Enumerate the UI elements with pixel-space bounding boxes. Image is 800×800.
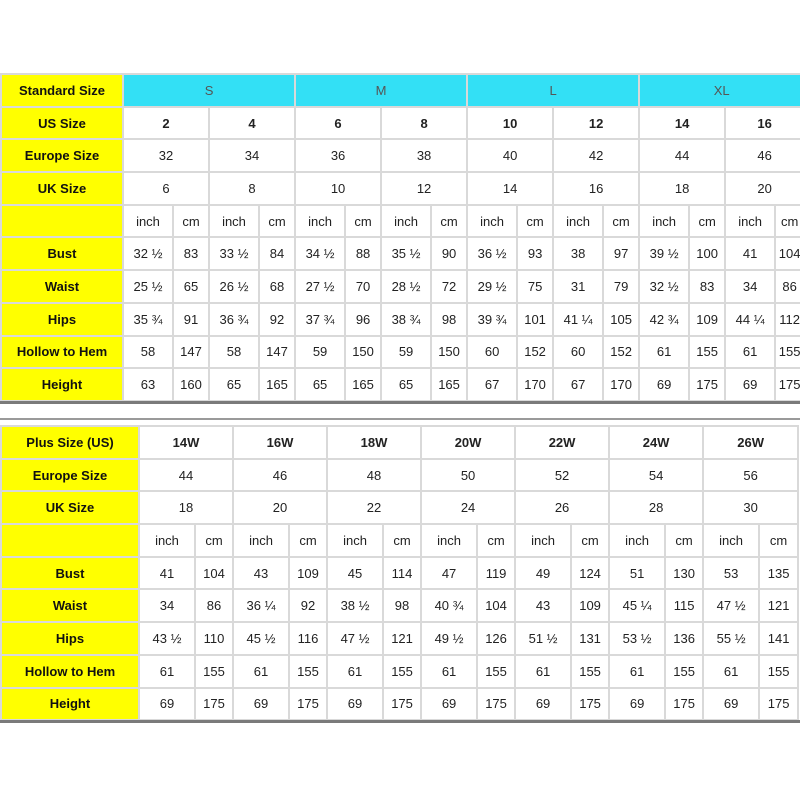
measurement-cell: 101 (517, 303, 553, 336)
measurement-cell: 155 (195, 655, 233, 688)
europe-size-cell: 54 (609, 459, 703, 492)
measurement-cell: 69 (139, 688, 195, 721)
measurement-row (1, 622, 798, 655)
measurement-cell: 155 (477, 655, 515, 688)
measurement-cell: 43 (233, 557, 289, 590)
measurement-cell: 175 (289, 688, 327, 721)
unit-cm: cm (477, 524, 515, 557)
plus-size-cell: 14W (139, 426, 233, 459)
unit-inch: inch (553, 205, 603, 238)
measurement-cell: 109 (571, 589, 609, 622)
measurement-row (1, 688, 798, 721)
measurement-cell: 25 ½ (123, 270, 173, 303)
measurement-cell: 175 (775, 368, 800, 401)
measurement-cell: 65 (295, 368, 345, 401)
unit-row (1, 524, 798, 557)
unit-inch: inch (295, 205, 345, 238)
measurement-cell: 61 (515, 655, 571, 688)
unit-cm: cm (289, 524, 327, 557)
unit-inch: inch (123, 205, 173, 238)
divider (0, 401, 800, 404)
measurement-cell: 53 ½ (609, 622, 665, 655)
unit-inch: inch (609, 524, 665, 557)
measurement-cell: 130 (665, 557, 703, 590)
europe-size-cell: 34 (209, 139, 295, 172)
measurement-row (1, 303, 800, 336)
measurement-cell: 135 (759, 557, 798, 590)
measurement-cell: 41 ¼ (553, 303, 603, 336)
measurement-cell: 59 (295, 336, 345, 369)
measurement-cell: 61 (725, 336, 775, 369)
measurement-cell: 104 (775, 237, 800, 270)
unit-inch: inch (725, 205, 775, 238)
measurement-cell: 155 (775, 336, 800, 369)
measurement-cell: 29 ½ (467, 270, 517, 303)
measurement-cell: 175 (383, 688, 421, 721)
europe-size-row (1, 139, 800, 172)
measurement-cell: 110 (195, 622, 233, 655)
measurement-cell: 175 (571, 688, 609, 721)
measurement-cell: 147 (173, 336, 209, 369)
us-size-cell: 14 (639, 107, 725, 140)
europe-size-cell: 50 (421, 459, 515, 492)
size-group-header: XL (639, 74, 800, 107)
measurement-row (1, 557, 798, 590)
measurement-cell: 32 ½ (123, 237, 173, 270)
us-size-row (1, 107, 800, 140)
measurement-cell: 96 (345, 303, 381, 336)
measurement-cell: 119 (477, 557, 515, 590)
measurement-cell: 63 (123, 368, 173, 401)
plus-size-cell: 16W (233, 426, 327, 459)
measurement-cell: 26 ½ (209, 270, 259, 303)
uk-size-cell: 22 (327, 491, 421, 524)
measurement-cell: 69 (515, 688, 571, 721)
measurement-cell: 69 (421, 688, 477, 721)
europe-size-cell: 56 (703, 459, 798, 492)
measurement-cell: 83 (173, 237, 209, 270)
uk-size-cell: 18 (139, 491, 233, 524)
measurement-cell: 69 (609, 688, 665, 721)
plus-size-cell: 20W (421, 426, 515, 459)
measurement-cell: 51 (609, 557, 665, 590)
uk-size-cell: 26 (515, 491, 609, 524)
measurement-cell: 53 (703, 557, 759, 590)
uk-size-cell: 12 (381, 172, 467, 205)
measurement-cell: 124 (571, 557, 609, 590)
measurement-cell: 61 (233, 655, 289, 688)
measurement-cell: 152 (603, 336, 639, 369)
measurement-cell: 34 ½ (295, 237, 345, 270)
measurement-cell: 155 (689, 336, 725, 369)
unit-cm: cm (775, 205, 800, 238)
measurement-cell: 126 (477, 622, 515, 655)
unit-cm: cm (759, 524, 798, 557)
plus-size-cell: 24W (609, 426, 703, 459)
measurement-cell: 38 (553, 237, 603, 270)
measurement-cell: 97 (603, 237, 639, 270)
measurement-cell: 60 (553, 336, 603, 369)
measurement-cell: 47 ½ (327, 622, 383, 655)
measurement-cell: 47 ½ (703, 589, 759, 622)
measurement-cell: 69 (233, 688, 289, 721)
measurement-cell: 67 (553, 368, 603, 401)
measurement-cell: 175 (759, 688, 798, 721)
row-label: Bust (1, 557, 139, 590)
measurement-cell: 60 (467, 336, 517, 369)
unit-cm: cm (173, 205, 209, 238)
measurement-cell: 175 (195, 688, 233, 721)
measurement-cell: 65 (209, 368, 259, 401)
measurement-cell: 32 ½ (639, 270, 689, 303)
measurement-cell: 155 (759, 655, 798, 688)
measurement-cell: 100 (689, 237, 725, 270)
measurement-cell: 90 (431, 237, 467, 270)
uk-size-cell: 18 (639, 172, 725, 205)
measurement-cell: 116 (289, 622, 327, 655)
measurement-cell: 41 (139, 557, 195, 590)
europe-size-cell: 42 (553, 139, 639, 172)
europe-size-cell: 32 (123, 139, 209, 172)
measurement-row (1, 237, 800, 270)
measurement-cell: 165 (431, 368, 467, 401)
us-size-cell: 16 (725, 107, 800, 140)
measurement-cell: 175 (689, 368, 725, 401)
plus-size-cell: 26W (703, 426, 798, 459)
measurement-cell: 47 (421, 557, 477, 590)
measurement-row (1, 270, 800, 303)
measurement-cell: 65 (173, 270, 209, 303)
measurement-cell: 155 (289, 655, 327, 688)
unit-inch: inch (467, 205, 517, 238)
row-label: Europe Size (1, 139, 123, 172)
row-label: Waist (1, 589, 139, 622)
measurement-row (1, 655, 798, 688)
divider (0, 720, 800, 723)
unit-inch: inch (515, 524, 571, 557)
measurement-cell: 79 (603, 270, 639, 303)
unit-inch: inch (703, 524, 759, 557)
unit-cm: cm (689, 205, 725, 238)
measurement-cell: 45 ¼ (609, 589, 665, 622)
row-label: Europe Size (1, 459, 139, 492)
measurement-cell: 65 (381, 368, 431, 401)
measurement-cell: 36 ¼ (233, 589, 289, 622)
europe-size-cell: 38 (381, 139, 467, 172)
uk-size-cell: 28 (609, 491, 703, 524)
unit-cm: cm (383, 524, 421, 557)
unit-cm: cm (571, 524, 609, 557)
measurement-cell: 86 (775, 270, 800, 303)
measurement-cell: 49 ½ (421, 622, 477, 655)
plus-size-table (0, 425, 799, 721)
uk-size-cell: 14 (467, 172, 553, 205)
unit-inch: inch (327, 524, 383, 557)
europe-size-cell: 40 (467, 139, 553, 172)
measurement-cell: 84 (259, 237, 295, 270)
measurement-cell: 59 (381, 336, 431, 369)
measurement-cell: 35 ¾ (123, 303, 173, 336)
europe-size-cell: 48 (327, 459, 421, 492)
measurement-cell: 69 (725, 368, 775, 401)
measurement-cell: 36 ½ (467, 237, 517, 270)
measurement-cell: 69 (639, 368, 689, 401)
divider (0, 418, 800, 420)
size-group-header: M (295, 74, 467, 107)
measurement-cell: 44 ¼ (725, 303, 775, 336)
measurement-cell: 69 (703, 688, 759, 721)
measurement-cell: 38 ½ (327, 589, 383, 622)
unit-inch: inch (421, 524, 477, 557)
unit-inch: inch (381, 205, 431, 238)
measurement-cell: 68 (259, 270, 295, 303)
measurement-cell: 61 (327, 655, 383, 688)
size-group-header: S (123, 74, 295, 107)
uk-size-cell: 24 (421, 491, 515, 524)
measurement-cell: 27 ½ (295, 270, 345, 303)
measurement-cell: 31 (553, 270, 603, 303)
measurement-cell: 49 (515, 557, 571, 590)
measurement-cell: 105 (603, 303, 639, 336)
measurement-cell: 91 (173, 303, 209, 336)
measurement-cell: 72 (431, 270, 467, 303)
measurement-cell: 86 (195, 589, 233, 622)
uk-size-row (1, 491, 798, 524)
measurement-cell: 61 (639, 336, 689, 369)
unit-inch: inch (139, 524, 195, 557)
measurement-cell: 104 (477, 589, 515, 622)
row-label: UK Size (1, 491, 139, 524)
measurement-cell: 67 (467, 368, 517, 401)
measurement-cell: 39 ½ (639, 237, 689, 270)
measurement-cell: 92 (289, 589, 327, 622)
row-label: Hollow to Hem (1, 655, 139, 688)
measurement-cell: 51 ½ (515, 622, 571, 655)
unit-cm: cm (517, 205, 553, 238)
europe-size-cell: 46 (233, 459, 327, 492)
measurement-cell: 58 (209, 336, 259, 369)
us-size-cell: 12 (553, 107, 639, 140)
measurement-cell: 75 (517, 270, 553, 303)
unit-cm: cm (345, 205, 381, 238)
measurement-cell: 109 (289, 557, 327, 590)
measurement-cell: 98 (431, 303, 467, 336)
measurement-cell: 61 (609, 655, 665, 688)
measurement-cell: 55 ½ (703, 622, 759, 655)
measurement-cell: 147 (259, 336, 295, 369)
measurement-cell: 38 ¾ (381, 303, 431, 336)
measurement-cell: 40 ¾ (421, 589, 477, 622)
measurement-cell: 36 ¾ (209, 303, 259, 336)
row-label: US Size (1, 107, 123, 140)
uk-size-cell: 30 (703, 491, 798, 524)
unit-row (1, 205, 800, 238)
measurement-cell: 104 (195, 557, 233, 590)
row-label-blank (1, 205, 123, 238)
unit-cm: cm (195, 524, 233, 557)
europe-size-cell: 36 (295, 139, 381, 172)
measurement-cell: 170 (517, 368, 553, 401)
row-label: Hips (1, 303, 123, 336)
measurement-cell: 61 (703, 655, 759, 688)
measurement-cell: 39 ¾ (467, 303, 517, 336)
measurement-cell: 61 (421, 655, 477, 688)
row-label-blank (1, 524, 139, 557)
measurement-cell: 152 (517, 336, 553, 369)
measurement-cell: 34 (725, 270, 775, 303)
unit-inch: inch (639, 205, 689, 238)
measurement-cell: 34 (139, 589, 195, 622)
unit-cm: cm (603, 205, 639, 238)
measurement-cell: 83 (689, 270, 725, 303)
row-label: Hollow to Hem (1, 336, 123, 369)
size-group-row (1, 74, 800, 107)
measurement-cell: 43 (515, 589, 571, 622)
measurement-cell: 37 ¾ (295, 303, 345, 336)
measurement-cell: 88 (345, 237, 381, 270)
measurement-cell: 41 (725, 237, 775, 270)
standard-size-table (0, 73, 800, 402)
row-label: Waist (1, 270, 123, 303)
measurement-cell: 121 (759, 589, 798, 622)
measurement-cell: 61 (139, 655, 195, 688)
measurement-cell: 33 ½ (209, 237, 259, 270)
europe-size-cell: 46 (725, 139, 800, 172)
measurement-cell: 165 (259, 368, 295, 401)
unit-cm: cm (665, 524, 703, 557)
row-label: UK Size (1, 172, 123, 205)
row-label: Height (1, 688, 139, 721)
measurement-cell: 70 (345, 270, 381, 303)
measurement-cell: 58 (123, 336, 173, 369)
measurement-cell: 131 (571, 622, 609, 655)
measurement-cell: 98 (383, 589, 421, 622)
measurement-row (1, 589, 798, 622)
row-label: Hips (1, 622, 139, 655)
europe-size-row (1, 459, 798, 492)
unit-inch: inch (233, 524, 289, 557)
unit-cm: cm (259, 205, 295, 238)
us-size-cell: 10 (467, 107, 553, 140)
measurement-cell: 155 (571, 655, 609, 688)
uk-size-cell: 6 (123, 172, 209, 205)
measurement-cell: 109 (689, 303, 725, 336)
row-label: Standard Size (1, 74, 123, 107)
measurement-cell: 150 (345, 336, 381, 369)
measurement-cell: 141 (759, 622, 798, 655)
measurement-cell: 175 (477, 688, 515, 721)
measurement-cell: 121 (383, 622, 421, 655)
plus-size-cell: 18W (327, 426, 421, 459)
measurement-cell: 28 ½ (381, 270, 431, 303)
measurement-cell: 42 ¾ (639, 303, 689, 336)
uk-size-row (1, 172, 800, 205)
europe-size-cell: 44 (139, 459, 233, 492)
measurement-cell: 160 (173, 368, 209, 401)
measurement-cell: 115 (665, 589, 703, 622)
measurement-cell: 92 (259, 303, 295, 336)
measurement-row (1, 368, 800, 401)
row-label: Bust (1, 237, 123, 270)
uk-size-cell: 16 (553, 172, 639, 205)
measurement-cell: 155 (665, 655, 703, 688)
measurement-cell: 165 (345, 368, 381, 401)
measurement-cell: 112 (775, 303, 800, 336)
us-size-cell: 2 (123, 107, 209, 140)
europe-size-cell: 52 (515, 459, 609, 492)
measurement-cell: 45 (327, 557, 383, 590)
measurement-cell: 175 (665, 688, 703, 721)
unit-inch: inch (209, 205, 259, 238)
measurement-cell: 170 (603, 368, 639, 401)
row-label: Plus Size (US) (1, 426, 139, 459)
uk-size-cell: 20 (725, 172, 800, 205)
measurement-cell: 93 (517, 237, 553, 270)
measurement-cell: 43 ½ (139, 622, 195, 655)
measurement-cell: 136 (665, 622, 703, 655)
plus-size-cell: 22W (515, 426, 609, 459)
measurement-cell: 114 (383, 557, 421, 590)
europe-size-cell: 44 (639, 139, 725, 172)
us-size-cell: 6 (295, 107, 381, 140)
measurement-cell: 69 (327, 688, 383, 721)
measurement-cell: 150 (431, 336, 467, 369)
measurement-cell: 45 ½ (233, 622, 289, 655)
size-group-header: L (467, 74, 639, 107)
plus-us-size-row (1, 426, 798, 459)
measurement-cell: 155 (383, 655, 421, 688)
uk-size-cell: 10 (295, 172, 381, 205)
uk-size-cell: 20 (233, 491, 327, 524)
unit-cm: cm (431, 205, 467, 238)
us-size-cell: 4 (209, 107, 295, 140)
measurement-cell: 35 ½ (381, 237, 431, 270)
row-label: Height (1, 368, 123, 401)
us-size-cell: 8 (381, 107, 467, 140)
measurement-row (1, 336, 800, 369)
uk-size-cell: 8 (209, 172, 295, 205)
